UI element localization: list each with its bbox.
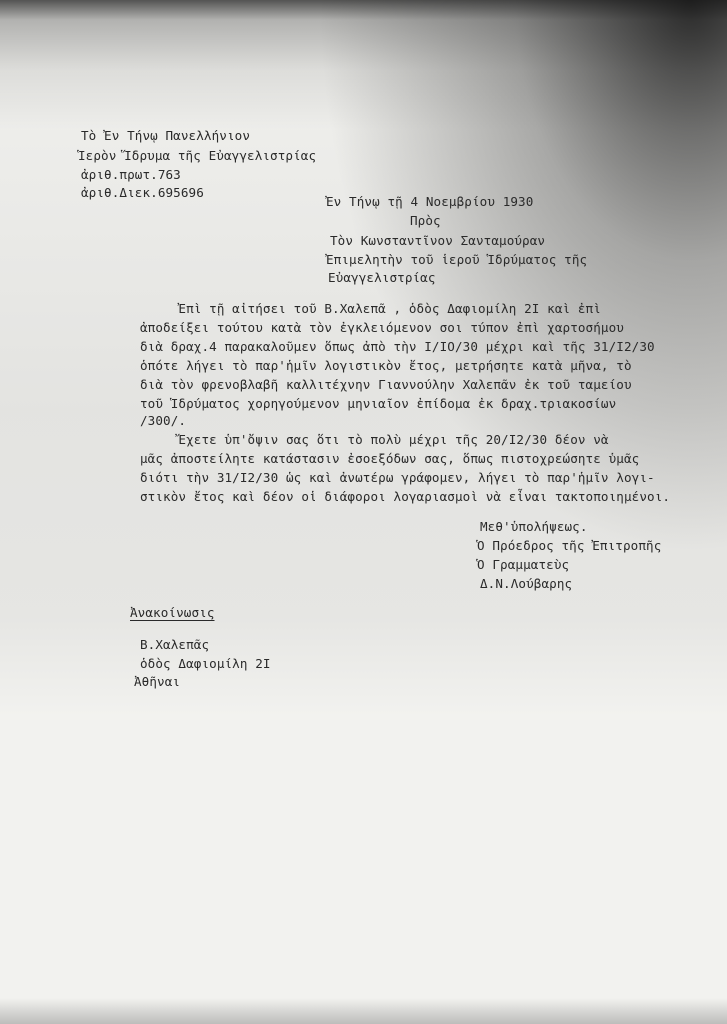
body-line: ἀποδείξει τούτου κατὰ τὸν ἐγκλειόμενον σοι τύπον ἐπὶ χαρτοσήμου <box>140 320 624 335</box>
closing-signatory: Δ.Ν.Λούβαρης <box>480 576 573 591</box>
body-line: τοῦ Ἱδρύματος χορηγούμενον μηνιαῖον ἐπίδομα ἐκ δραχ.τριακοσίων <box>140 396 617 411</box>
recipient-pros: Πρὸς <box>410 213 441 228</box>
letterhead-line-1: Τὸ Ἐν Τήνῳ Πανελλήνιον <box>81 128 251 143</box>
body-line: διὰ δραχ.4 παρακαλοῦμεν ὅπως ἀπὸ τὴν Ι/ΙΟ/30 μέχρι καὶ τῆς 31/Ι2/30 <box>140 339 655 354</box>
body-line: μᾶς ἀποστείλητε κατάστασιν ἐσοεξόδων σας, ὅπως πιστοχρεώσητε ὑμᾶς <box>140 451 640 466</box>
recipient-title-1: Ἐπιμελητὴν τοῦ ἱεροῦ Ἱδρύματος τῆς <box>326 252 588 267</box>
notice-city: Ἀθῆναι <box>134 674 181 689</box>
closing-secretary: Ὁ Γραμματεὺς <box>477 557 570 572</box>
notice-street: ὁδὸς Δαφιομίλη 2Ι <box>140 656 271 671</box>
body-line: διὰ τὸν φρενοβλαβῆ καλλιτέχνην Γιαννούλην Χαλεπᾶν ἐκ τοῦ ταμείου <box>140 377 632 392</box>
notice-recipient: Β.Χαλεπᾶς <box>140 637 210 652</box>
recipient-name: Τὸν Κωνσταντῖνον Σανταμούραν <box>330 233 546 248</box>
letterhead-line-2: Ἱερὸν Ἵδρυμα τῆς Εὐαγγελιστρίας <box>78 148 317 163</box>
closing-salutation: Μεθ'ὑπολήψεως. <box>480 519 588 534</box>
body-line: Ἐπὶ τῇ αἰτήσει τοῦ Β.Χαλεπᾶ , ὁδὸς Δαφιομίλη 2Ι καὶ ἐπὶ <box>140 301 601 316</box>
body-line: διότι τὴν 31/Ι2/30 ὡς καὶ ἀνωτέρω γράφομεν, λήγει τὸ παρ'ἡμῖν λογι- <box>140 470 655 485</box>
letterhead-protocol-number: ἀριθ.πρωτ.763 <box>81 167 181 182</box>
body-line: ὁπότε λήγει τὸ παρ'ἡμῖν λογιστικὸν ἔτος, μετρήσητε κατὰ μῆνα, τὸ <box>140 358 632 373</box>
letterhead-reference-number: ἀριθ.Διεκ.695696 <box>81 185 204 200</box>
notice-heading: Ἀνακοίνωσις <box>130 605 215 620</box>
body-line: Ἔχετε ὑπ'ὄψιν σας ὅτι τὸ πολὺ μέχρι τῆς 20/Ι2/30 δέον νὰ <box>140 432 609 447</box>
body-line: στικὸν ἔτος καὶ δέον οἱ διάφοροι λογαριασμοὶ νὰ εἶναι τακτοποιημένοι. <box>140 489 671 504</box>
closing-president: Ὁ Πρόεδρος τῆς Ἐπιτροπῆς <box>477 538 662 553</box>
body-line: /300/. <box>140 413 187 428</box>
recipient-title-2: Εὐαγγελιστρίας <box>328 270 436 285</box>
scan-bottom-edge <box>0 998 727 1024</box>
date-line: Ἐν Τήνῳ τῇ 4 Νοεμβρίου 1930 <box>326 194 534 209</box>
